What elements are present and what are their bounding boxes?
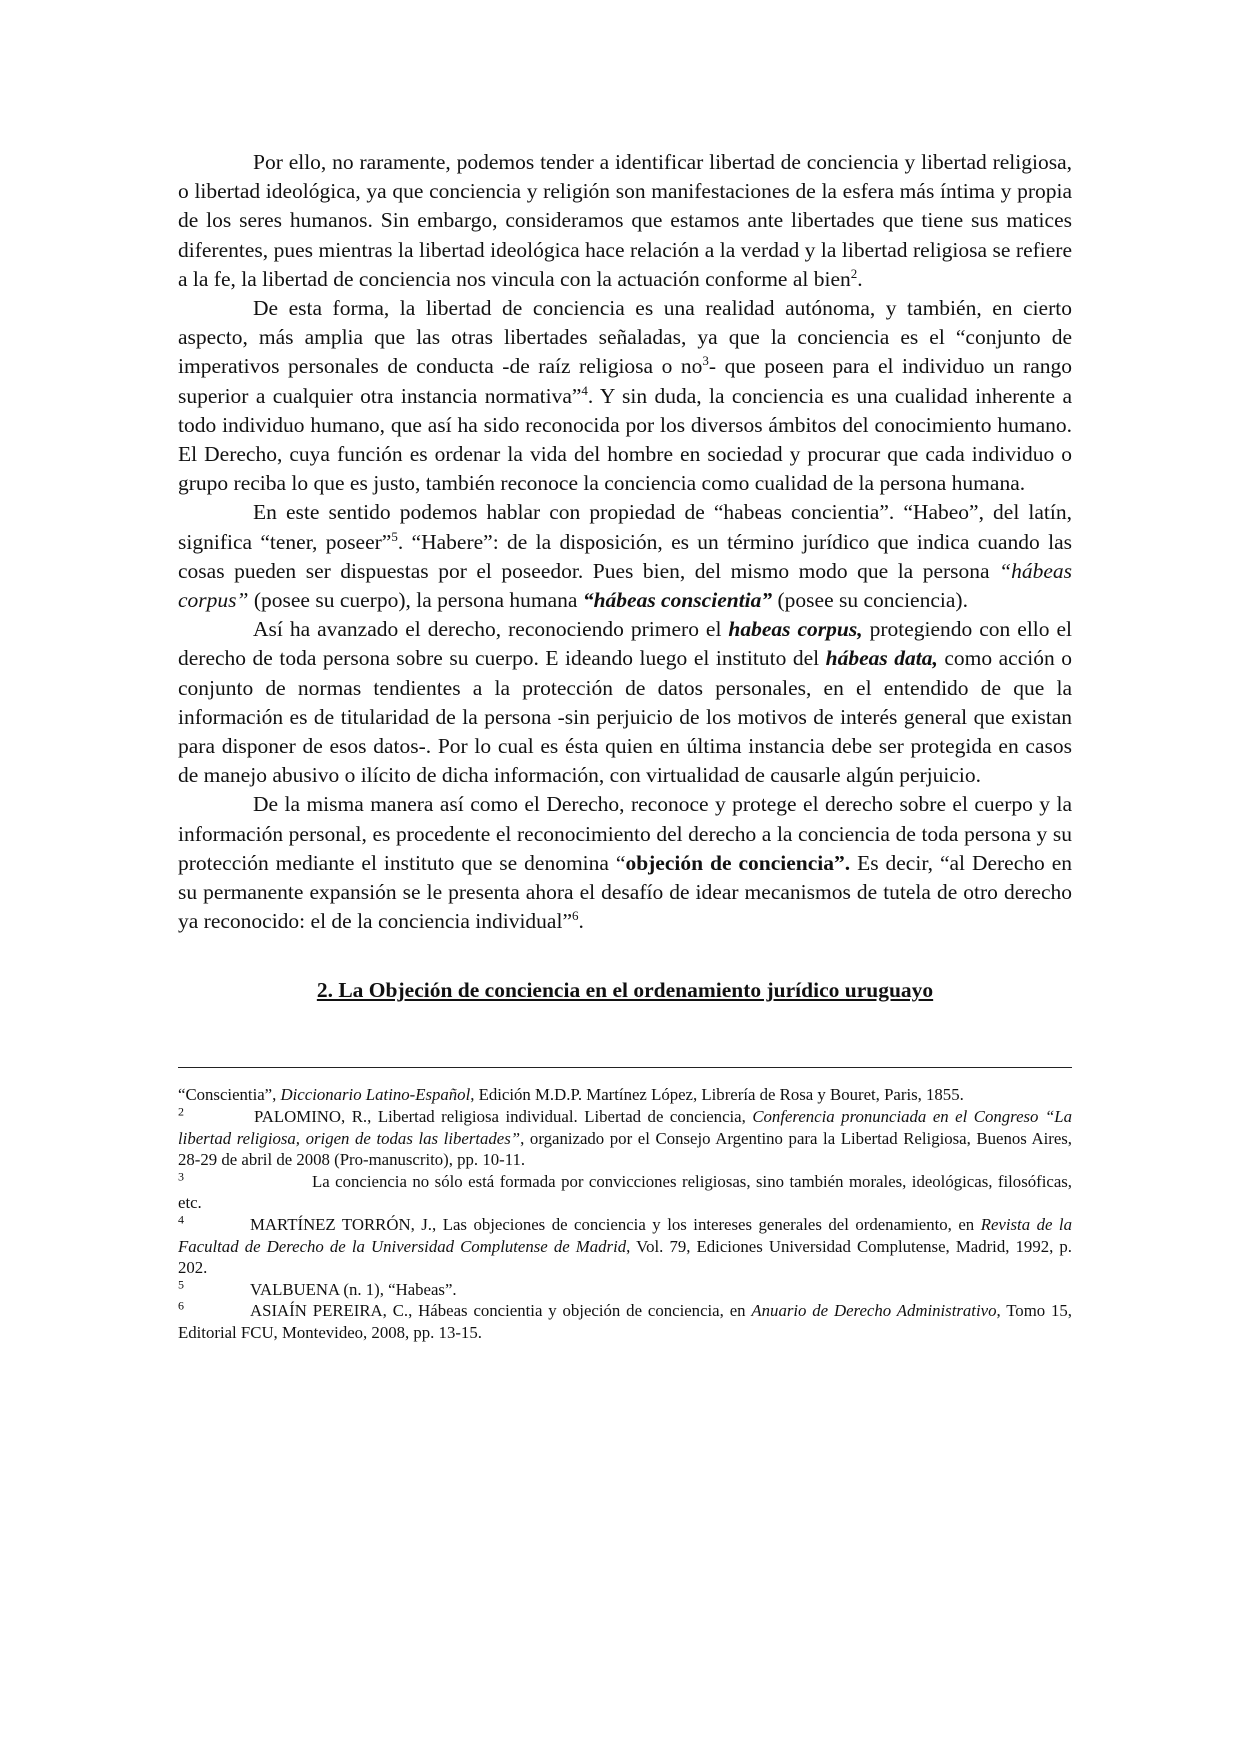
paragraph-3-text-c: (posee su cuerpo), la persona humana [248,588,583,613]
footnote-4-title: Revista de la Facultad de Derecho de la Universidad Complutense de Madrid [178,1215,1072,1256]
objecion-de-conciencia-term: objeción de conciencia”. [625,850,851,875]
paragraph-3-text-a: En este sentido podemos hablar con propiedad de “habeas concientia”. “Habeo”, del latín, significa “tener, poseer” [178,500,1072,554]
footnote-6-text-a: ASIAÍN PEREIRA, C., Hábeas concientia y objeción de conciencia, en [250,1301,752,1321]
footnote-ref-5: 5 [391,528,398,544]
footnote-5-number: 5 [178,1277,184,1292]
footnote-2-number: 2 [178,1104,184,1119]
paragraph-4-text-b: protegiendo con ello el derecho de toda persona sobre su cuerpo. E ideando luego el instituto del [178,617,1072,671]
paragraph-5 [178,790,1072,936]
document-page [178,148,1072,1344]
paragraph-4-text-c: como acción o conjunto de normas tendientes a la protección de datos personales, en el entendido de que la información es de titularidad de la persona -sin perjuicio de los motivos de interés general que existan para disponer de esos datos-. Por lo cual es ésta quien en última instancia debe ser protegida en casos de manejo abusivo o ilícito de dicha información, con virtualidad de causarle algún perjuicio. [178,646,1072,788]
paragraph-3-text-b: . “Habere”: de la disposición, es un término jurídico que indica cuando las cosas pueden ser dispuestas por el poseedor. Pues bien, del mismo modo que la persona [178,529,1073,583]
paragraph-2-text-b: - que poseen para el individuo un rango superior a cualquier otra instancia normativa” [178,354,1072,408]
footnote-6-number: 6 [178,1298,184,1313]
paragraph-4-text-a: Así ha avanzado el derecho, reconociendo primero el [253,617,729,642]
paragraph-5-text-b: Es decir, “al Derecho en su permanente expansión se le presenta ahora el desafío de idear mecanismos de tutela de otro derecho ya reconocido: el de la conciencia individual” [178,850,1073,934]
paragraph-5-tail: . [578,909,584,934]
footnote-2-text-a: PALOMINO, R., Libertad religiosa individual. Libertad de conciencia, [254,1107,753,1127]
footnote-2 [178,1106,1072,1171]
footnote-4-text-b: , Vol. 79, Ediciones Universidad Complutense, Madrid, 1992, p. 202. [178,1236,1072,1278]
footnote-3 [178,1171,1072,1214]
footnote-ref-2: 2 [850,265,858,281]
habeas-conscientia-term: “hábeas conscientia” [582,588,773,613]
footnote-6-title: Anuario de Derecho Administrativo [751,1301,997,1321]
footnote-ref-4: 4 [581,382,588,398]
footnote-4-number: 4 [178,1212,184,1227]
footnote-6-text-b: , Tomo 15, Editorial FCU, Montevideo, 2008, pp. 13-15. [178,1301,1072,1343]
footnote-separator [178,1067,1072,1068]
section-heading: 2. La Objeción de conciencia en el ordenamiento jurídico uruguayo [316,978,934,1003]
paragraph-2 [178,294,1072,498]
paragraph-1-tail: . [857,266,863,291]
footnote-1-text-a: “Conscientia”, [178,1085,281,1105]
footnotes [178,1084,1072,1343]
footnote-6 [178,1300,1072,1343]
paragraph-2-text-c: . Y sin duda, la conciencia es una cualidad inherente a todo individuo humano, que así ha sido reconocida por los diversos ámbitos del conocimiento humano. El Derecho, cuya función es ordenar la vida del hombre en sociedad y procurar que cada individuo o grupo reciba lo que es justo, también reconoce la conciencia como cualidad de la persona humana. [178,383,1072,496]
footnote-5 [178,1279,1072,1301]
habeas-corpus-term: “hábeas corpus” [178,558,1072,613]
habeas-corpus-emphasis: habeas corpus, [728,617,863,642]
footnote-ref-3: 3 [702,353,709,369]
footnote-1-title: Diccionario Latino-Español [280,1085,471,1105]
habeas-data-emphasis: hábeas data, [825,646,938,671]
paragraph-1 [178,148,1072,294]
footnote-4 [178,1214,1072,1279]
footnote-ref-6: 6 [572,908,579,924]
footnote-3-number: 3 [178,1169,184,1184]
body-text [178,148,1072,936]
paragraph-4 [178,615,1072,790]
footnote-1-text-b: , Edición M.D.P. Martínez López, Librería de Rosa y Bouret, Paris, 1855. [470,1085,964,1105]
paragraph-2-text-a: De esta forma, la libertad de conciencia es una realidad autónoma, y también, en cierto aspecto, más amplia que las otras libertades señaladas, ya que la conciencia es el “conjunto de imperativos personales de conducta -de raíz religiosa o no [178,296,1072,379]
paragraph-3 [178,498,1072,615]
footnote-2-title: Conferencia pronunciada en el Congreso “La libertad religiosa, origen de todas las libertades” [178,1107,1072,1148]
footnote-2-text-b: , organizado por el Consejo Argentino para la Libertad Religiosa, Buenos Aires, 28-29 de abril de 2008 (Pro-manuscrito), pp. 10-11. [178,1128,1072,1170]
paragraph-1-text: Por ello, no raramente, podemos tender a identificar libertad de conciencia y libertad religiosa, o libertad ideológica, ya que conciencia y religión son manifestaciones de la esfera más íntima y propia de los seres humanos. Sin embargo, consideramos que estamos ante libertades que tiene sus matices diferentes, pues mientras la libertad ideológica hace relación a la verdad y la libertad religiosa se refiere a la fe, la libertad de conciencia nos vincula con la actuación conforme al bien [178,150,1072,291]
paragraph-5-text-a: De la misma manera así como el Derecho, reconoce y protege el derecho sobre el cuerpo y la información personal, es procedente el reconocimiento del derecho a la conciencia de toda persona y su protección mediante el instituto que se denomina “ [178,792,1072,875]
footnote-3-text: La conciencia no sólo está formada por convicciones religiosas, sino también morales, ideológicas, filosóficas, etc. [178,1171,1072,1213]
footnote-5-text: VALBUENA (n. 1), “Habeas”. [250,1279,457,1299]
paragraph-3-text-d: (posee su conciencia). [772,588,968,613]
footnote-4-text-a: MARTÍNEZ TORRÓN, J., Las objeciones de conciencia y los intereses generales del ordenamiento, en [250,1215,981,1235]
footnote-1 [178,1084,1072,1106]
